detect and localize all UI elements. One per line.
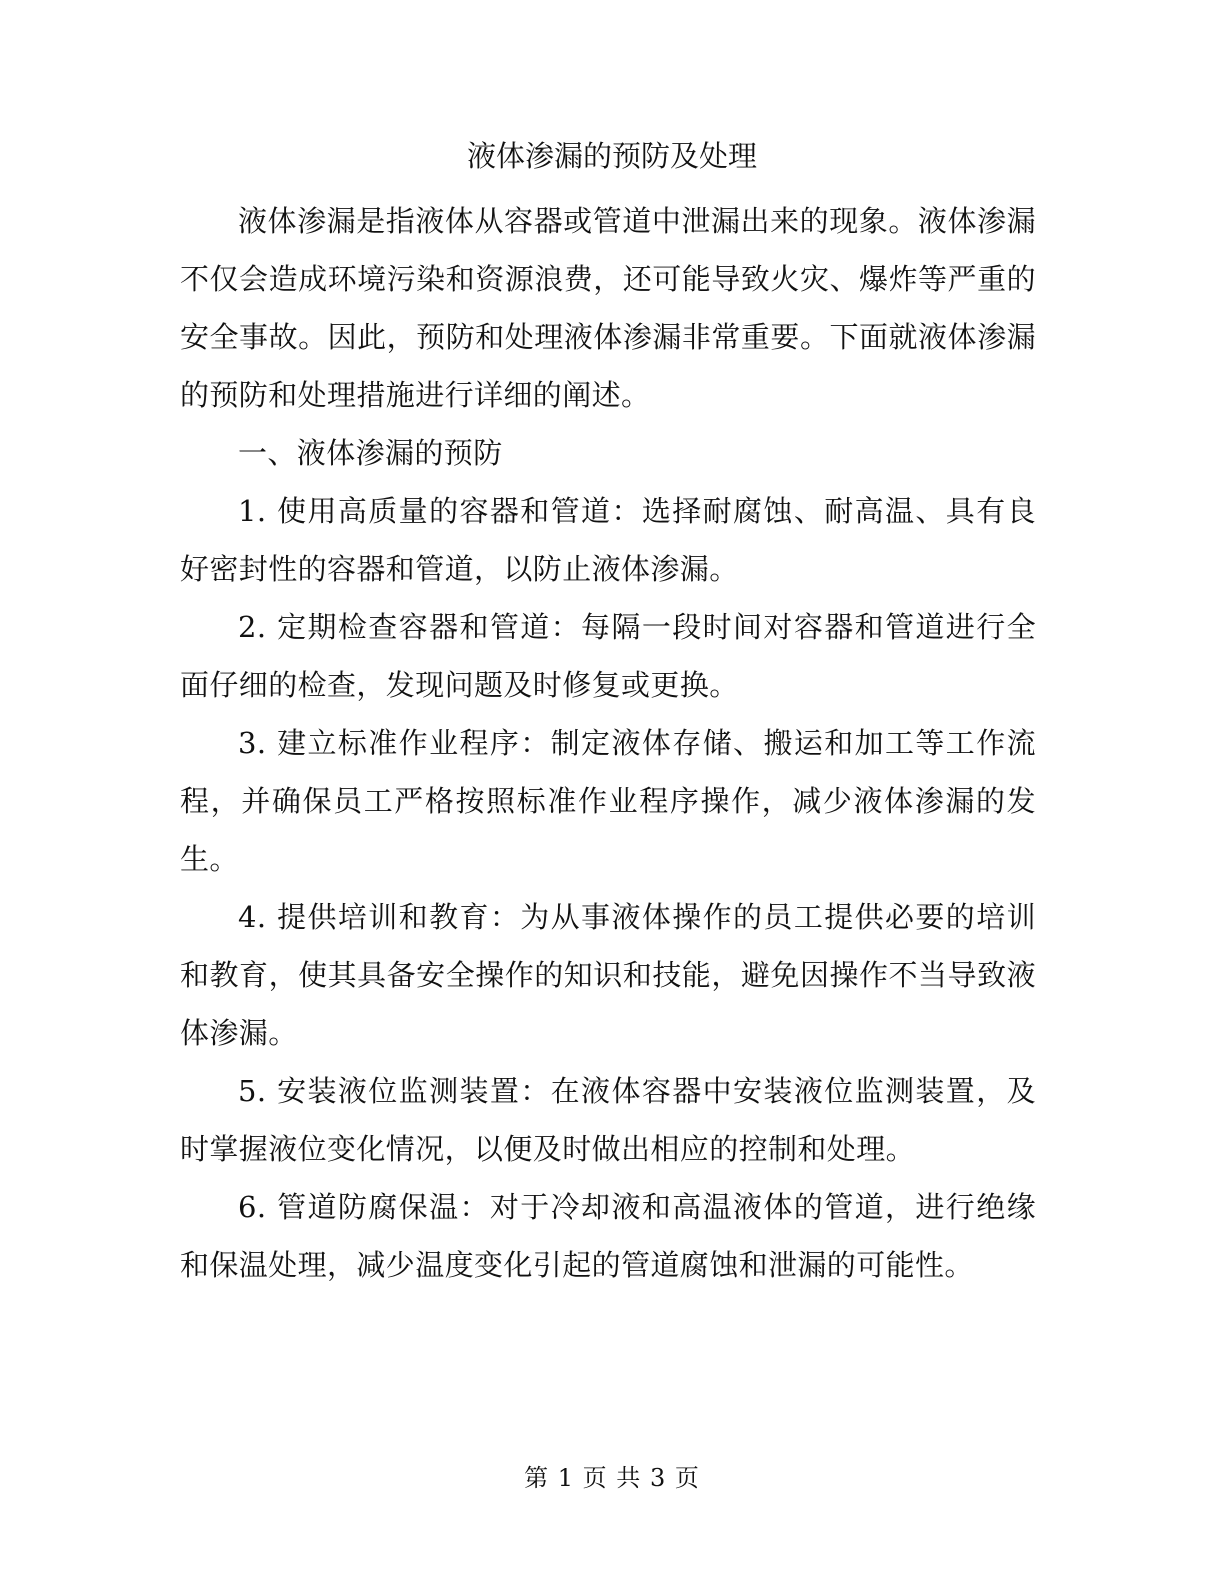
- list-item-4: 4. 提供培训和教育：为从事液体操作的员工提供必要的培训和教育，使其具备安全操作的知识和技能，避免因操作不当导致液体渗漏。: [180, 900, 1036, 1050]
- paragraph-intro: 液体渗漏是指液体从容器或管道中泄漏出来的现象。液体渗漏不仅会造成环境污染和资源浪费，还可能导致火灾、爆炸等严重的安全事故。因此，预防和处理液体渗漏非常重要。下面就液体渗漏的预防和处理措施进行详细的阐述。: [180, 204, 1036, 412]
- section-heading-prevention: 一、液体渗漏的预防: [238, 436, 503, 470]
- page-number-label: 第 1 页 共 3 页: [524, 1464, 700, 1492]
- document-title: 液体渗漏的预防及处理: [466, 139, 757, 173]
- list-item-6: 6. 管道防腐保温：对于冷却液和高温液体的管道，进行绝缘和保温处理，减少温度变化引起的管道腐蚀和泄漏的可能性。: [180, 1190, 1036, 1282]
- page-footer: [0, 1460, 1224, 1496]
- list-item-2: 2. 定期检查容器和管道：每隔一段时间对容器和管道进行全面仔细的检查，发现问题及时修复或更换。: [180, 610, 1036, 702]
- list-item-1: 1. 使用高质量的容器和管道：选择耐腐蚀、耐高温、具有良好密封性的容器和管道，以防止液体渗漏。: [180, 494, 1036, 586]
- list-item-5: 5. 安装液位监测装置：在液体容器中安装液位监测装置，及时掌握液位变化情况，以便及时做出相应的控制和处理。: [180, 1074, 1036, 1166]
- document-body: [180, 192, 1036, 1294]
- list-item-3: 3. 建立标准作业程序：制定液体存储、搬运和加工等工作流程，并确保员工严格按照标准作业程序操作，减少液体渗漏的发生。: [180, 726, 1036, 876]
